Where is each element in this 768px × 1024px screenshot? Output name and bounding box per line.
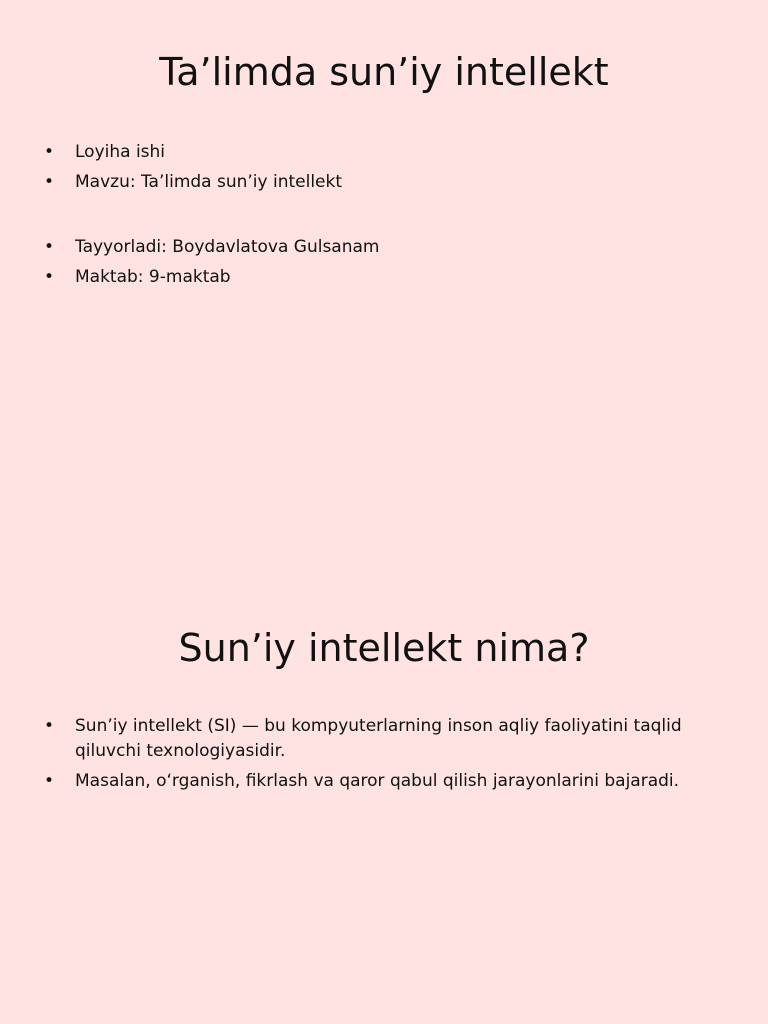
bullet-icon: • xyxy=(44,267,55,287)
bullet-text: Mavzu: Ta’limda sun’iy intellekt xyxy=(75,172,343,192)
bullet-icon: • xyxy=(44,172,55,192)
bullet-text: Maktab: 9-maktab xyxy=(75,267,231,287)
list-spacer xyxy=(44,200,704,230)
list-item xyxy=(44,769,704,794)
bullet-text: Masalan, o‘rganish, fikrlash va qaror qabul qilish jarayonlarini bajaradi. xyxy=(75,771,680,791)
list-item xyxy=(44,714,704,764)
bullet-text: Tayyorladi: Boydavlatova Gulsanam xyxy=(75,237,380,257)
list-item xyxy=(44,265,704,290)
bullet-text: Sun’iy intellekt (SI) — bu kompyuterlarning inson aqliy faoliyatini taqlid qiluvchi texnologiyasidir. xyxy=(75,716,682,761)
list-item xyxy=(44,170,704,195)
bullet-icon: • xyxy=(44,771,55,791)
slide-2 xyxy=(0,512,768,1024)
list-item xyxy=(44,235,704,260)
bullet-icon: • xyxy=(44,142,55,162)
slide-title: Sun’iy intellekt nima? xyxy=(178,626,590,670)
bullet-icon: • xyxy=(44,237,55,257)
bullet-list xyxy=(44,714,704,799)
slide-title: Ta’limda sun’iy intellekt xyxy=(159,50,609,94)
bullet-text: Loyiha ishi xyxy=(75,142,166,162)
bullet-list xyxy=(44,140,704,295)
bullet-icon: • xyxy=(44,716,55,736)
list-item xyxy=(44,140,704,165)
